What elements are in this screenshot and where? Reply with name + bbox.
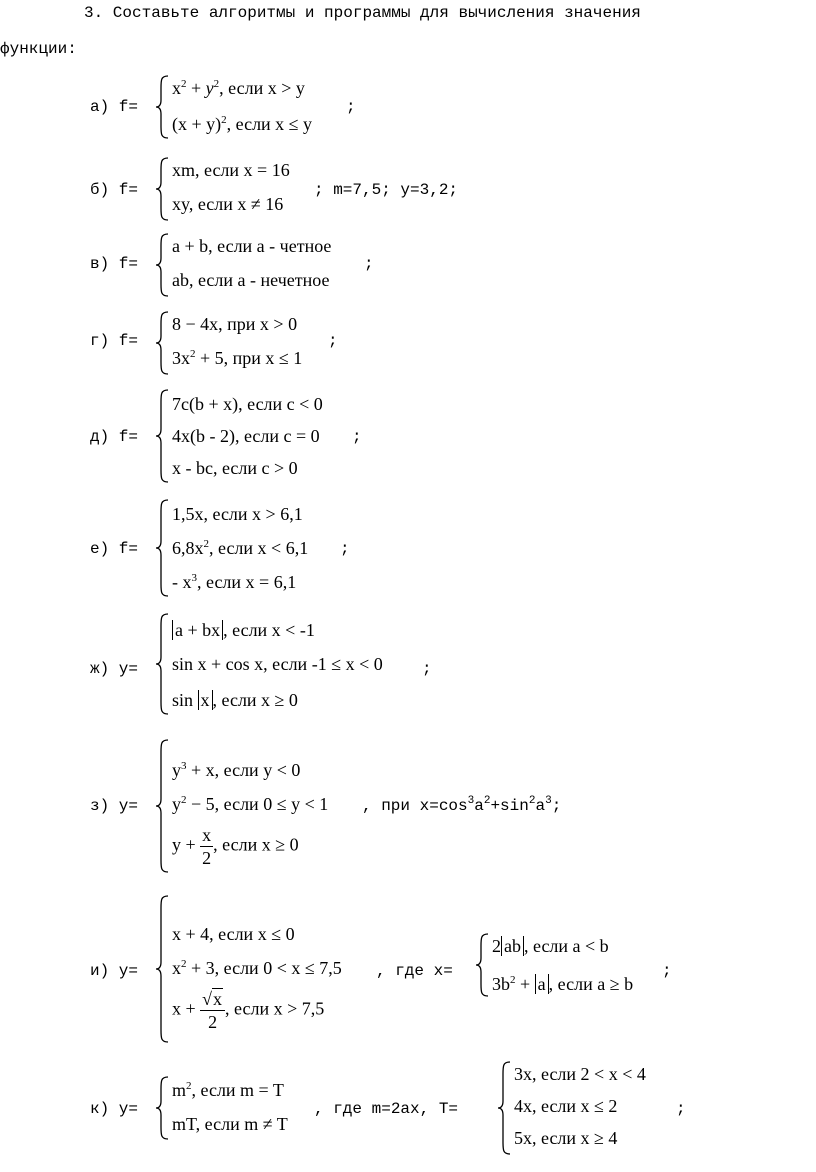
item-i-tail: ; [662, 962, 672, 980]
item-i-case-3-pre: x + [172, 998, 196, 1019]
item-i-label: и) y= [90, 962, 139, 980]
item-k-label: к) y= [90, 1100, 139, 1118]
task-heading: 3. Составьте алгоритмы и программы для вычисления значения [84, 4, 641, 22]
item-d-case-2: 4x(b - 2), если c = 0 [172, 426, 320, 446]
left-brace-icon [154, 1075, 170, 1141]
fraction-denominator: 2 [208, 1012, 218, 1032]
item-v-case-1: a + b, если a - четное [172, 236, 332, 256]
item-i-x-case-1: 2 ab , если a < b [492, 936, 609, 956]
item-z-case-3-post: , если x ≥ 0 [213, 834, 299, 855]
item-a-case-2: $(x + y)^2$, если x ≤ y [172, 114, 313, 134]
item-e-label: е) f= [90, 540, 139, 558]
item-i-case-3-post: , если x > 7,5 [225, 998, 325, 1019]
left-brace-icon [154, 74, 170, 140]
item-zh-case-1: a + bx , если x < -1 [172, 620, 315, 641]
item-d-case-1: 7c(b + x), если c < 0 [172, 394, 323, 414]
item-k-case-1: $m^2$, если m = T [172, 1080, 284, 1100]
item-z-case-3 [172, 826, 299, 867]
item-zh-tail: ; [422, 660, 432, 678]
left-brace-icon [154, 738, 170, 874]
left-brace-icon [154, 310, 170, 376]
item-b-tail: ; m=7,5; y=3,2; [314, 181, 459, 199]
item-zh-case-3: sin x , если x ≥ 0 [172, 690, 298, 710]
item-z-tail: , при $x=\cos^3a^2+\sin^2a^3$; [362, 795, 562, 815]
left-brace-icon [154, 894, 170, 1044]
item-b-label: б) f= [90, 181, 139, 199]
item-g-label: г) f= [90, 332, 139, 350]
item-g-tail: ; [328, 332, 338, 350]
item-z-label: з) y= [90, 797, 139, 815]
item-a-label: а) f= [90, 98, 139, 116]
item-d-tail: ; [352, 428, 362, 446]
item-i-where: , где x= [376, 962, 453, 980]
left-brace-icon [154, 232, 170, 298]
item-a-case-1: $x^2 + y^2$, если x > y [172, 78, 305, 98]
item-k-t-case-3: 5x, если x ≥ 4 [514, 1128, 618, 1148]
left-brace-icon [154, 498, 170, 598]
left-brace-icon [154, 388, 170, 484]
fraction-numerator: √x [200, 990, 225, 1011]
item-k-tail: ; [676, 1100, 686, 1118]
item-i-x-case-2: $3b^2 + a$ , если a ≥ b [492, 974, 634, 994]
item-v-label: в) f= [90, 255, 139, 273]
fraction-denominator: 2 [202, 848, 212, 868]
fraction [200, 990, 225, 1031]
item-k-t-case-2: 4x, если x ≤ 2 [514, 1096, 618, 1116]
item-z-case-2: $y^2 - 5$, если 0 ≤ y < 1 [172, 794, 329, 814]
item-i-case-2: $x^2 + 3$, если 0 < x ≤ 7,5 [172, 958, 342, 978]
task-heading-continuation: функции: [0, 40, 77, 58]
left-brace-icon [154, 612, 170, 716]
item-a-tail: ; [346, 98, 356, 116]
item-zh-case-2: sin x + cos x, если -1 ≤ x < 0 [172, 654, 383, 674]
left-brace-icon [154, 156, 170, 222]
item-b-case-1: xm, если x = 16 [172, 160, 290, 180]
left-brace-icon [474, 932, 490, 998]
item-zh-label: ж) y= [90, 660, 139, 678]
item-z-case-3-pre: y + [172, 834, 196, 855]
item-v-case-2: ab, если a - нечетное [172, 270, 330, 290]
item-k-where: , где m=2ax, T= [314, 1100, 459, 1118]
item-d-label: д) f= [90, 428, 139, 446]
item-z-case-1: $y^3 + x$, если y < 0 [172, 760, 301, 780]
item-b-case-2: xy, если x ≠ 16 [172, 194, 284, 214]
item-e-tail: ; [340, 540, 350, 558]
item-e-case-2: $6,8x^2$, если x < 6,1 [172, 538, 309, 558]
item-g-case-2: $3x^2 + 5$, при x ≤ 1 [172, 348, 303, 368]
item-d-case-3: x - bc, если c > 0 [172, 458, 298, 478]
item-e-case-3: - $x^3$, если x = 6,1 [172, 572, 297, 592]
item-k-case-2: mT, если m ≠ T [172, 1114, 288, 1134]
item-e-case-1: 1,5x, если x > 6,1 [172, 504, 303, 524]
item-i-case-1: x + 4, если x ≤ 0 [172, 924, 295, 944]
left-brace-icon [496, 1060, 512, 1156]
item-g-case-1: 8 − 4x, при x > 0 [172, 314, 298, 334]
item-i-case-3 [172, 990, 324, 1031]
fraction [200, 826, 213, 867]
item-v-tail: ; [364, 255, 374, 273]
item-k-t-case-1: 3x, если 2 < x < 4 [514, 1064, 646, 1084]
fraction-numerator: x [202, 825, 212, 845]
